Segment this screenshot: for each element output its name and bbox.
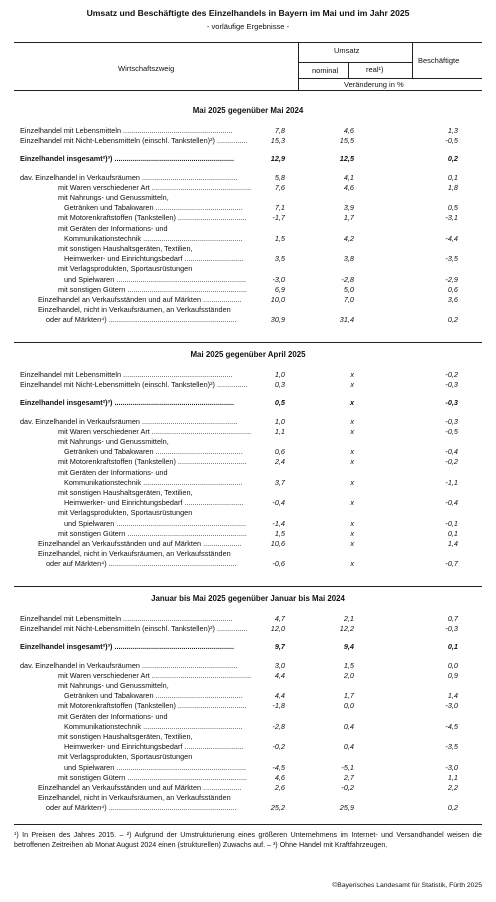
row-label: oder auf Märkten⁴) ............................................................... — [46, 803, 237, 813]
row-label: Einzelhandel, nicht in Verkaufsräumen, an Verkaufsständen — [38, 793, 231, 803]
table-row — [0, 173, 496, 183]
row-label: mit Geräten der Informations- und — [58, 467, 168, 477]
employees-cell: -0,4 — [445, 498, 458, 508]
nominal-cell: -0,6 — [272, 559, 285, 569]
nominal-cell: 6,9 — [274, 284, 285, 294]
table-row — [0, 244, 496, 254]
table-row — [0, 315, 496, 325]
header-divider-1 — [298, 42, 299, 90]
row-label: mit Nahrungs- und Genussmitteln, — [58, 681, 169, 690]
row-label: Heimwerker- und Einrichtungsbedarf ............................. — [64, 742, 244, 752]
table-row — [0, 203, 496, 213]
employees-cell: -0,2 — [445, 457, 458, 467]
table-row — [0, 254, 496, 264]
row-label: Einzelhandel insgesamt²)³) ........................................................... — [20, 398, 235, 408]
real-cell: x — [350, 426, 354, 436]
table-row — [0, 614, 496, 624]
table-row — [0, 136, 496, 146]
real-cell: 1,7 — [343, 213, 354, 223]
row-label: mit Waren verschiedener Art ................................................. — [58, 670, 252, 680]
table-row — [0, 154, 496, 164]
nominal-cell: 25,2 — [270, 803, 285, 813]
employees-cell: 0,2 — [447, 154, 458, 164]
table-row — [0, 712, 496, 722]
footnote: ¹) In Preisen des Jahres 2015. – ²) Aufgrund der Umstrukturierung eines größeren Unternehmens im Internet- und Versandhandel weisen die betroffenen Zeitreihen ab Monat August 2024 einen (strukturellen) Zuwachs auf. – ³) Ohne Handel mit Kraftfahrzeugen. — [14, 831, 482, 849]
row-label: Einzelhandel mit Lebensmitteln ...................................................... — [20, 370, 233, 379]
row-label: und Spielwaren ................................................................ — [64, 762, 247, 772]
real-cell: x — [350, 370, 354, 379]
nominal-cell: -3,0 — [272, 274, 285, 284]
employees-cell: -0,3 — [445, 380, 458, 390]
row-label: Einzelhandel mit Lebensmitteln ...................................................... — [20, 126, 233, 135]
employees-cell: 1,4 — [447, 539, 458, 548]
nominal-cell: 4,6 — [274, 772, 285, 782]
employees-cell: -3,0 — [445, 701, 458, 711]
row-label: Einzelhandel an Verkaufsständen und auf Märkten ................... — [38, 539, 242, 548]
table-row — [0, 264, 496, 274]
real-cell: 4,6 — [343, 182, 354, 192]
employees-cell: -1,1 — [445, 477, 458, 487]
header-bottom-rule — [14, 90, 482, 91]
table-row — [0, 763, 496, 773]
table-row — [0, 539, 496, 549]
row-label: dav. Einzelhandel in Verkaufsräumen ............................................... — [20, 172, 238, 182]
header-employees: Beschäftigte — [418, 56, 460, 65]
table-title: Umsatz und Beschäftigte des Einzelhandels in Bayern im Mai und im Jahr 2025 — [86, 8, 410, 18]
real-cell: x — [350, 528, 354, 538]
nominal-cell: 0,3 — [274, 380, 285, 390]
row-label: mit sonstigen Gütern ........................................................... — [58, 284, 247, 294]
table-row — [0, 370, 496, 380]
real-cell: -0,2 — [341, 783, 354, 792]
row-label: Heimwerker- und Einrichtungsbedarf ............................. — [64, 498, 244, 508]
real-cell: 31,4 — [339, 315, 354, 325]
employees-cell: -0,4 — [445, 447, 458, 457]
header-branch: Wirtschaftszweig — [118, 64, 175, 73]
table-row — [0, 783, 496, 793]
row-label: Einzelhandel an Verkaufsständen und auf Märkten ................... — [38, 783, 242, 792]
table-row — [0, 468, 496, 478]
row-label: Einzelhandel mit Nicht-Lebensmitteln (einschl. Tankstellen)²) ............... — [20, 624, 248, 634]
employees-cell: -0,3 — [445, 398, 458, 408]
nominal-cell: -0,4 — [272, 498, 285, 508]
nominal-cell: 0,5 — [274, 398, 285, 408]
real-cell: x — [350, 559, 354, 569]
row-label: mit Verlagsprodukten, Sportausrüstungen — [58, 508, 193, 518]
section-title: Januar bis Mai 2025 gegenüber Januar bis Mai 2024 — [151, 594, 345, 603]
row-label: Getränken und Tabakwaren ........................................... — [64, 691, 243, 701]
table-row — [0, 519, 496, 529]
table-subtitle: - vorläufige Ergebnisse - — [206, 22, 290, 31]
employees-cell: -0,2 — [445, 370, 458, 379]
nominal-cell: 4,4 — [274, 670, 285, 680]
nominal-cell: -1,8 — [272, 701, 285, 711]
employees-cell: -3,5 — [445, 254, 458, 264]
employees-cell: 0,1 — [447, 642, 458, 652]
row-label: mit sonstigen Haushaltsgeräten, Textilien, — [58, 244, 193, 253]
employees-cell: -0,1 — [445, 518, 458, 528]
section-rule — [14, 586, 482, 587]
table-row — [0, 498, 496, 508]
table-row — [0, 529, 496, 539]
header-divider-3 — [348, 62, 349, 78]
employees-cell: 0,5 — [447, 203, 458, 213]
nominal-cell: 2,6 — [274, 783, 285, 792]
header-real: real¹) — [366, 65, 384, 74]
nominal-cell: 4,4 — [274, 691, 285, 701]
nominal-cell: 1,0 — [274, 416, 285, 426]
nominal-cell: -2,8 — [272, 721, 285, 731]
real-cell: -2,8 — [341, 274, 354, 284]
employees-cell: -2,9 — [445, 274, 458, 284]
row-label: Einzelhandel mit Nicht-Lebensmitteln (einschl. Tankstellen)²) ............... — [20, 136, 248, 146]
nominal-cell: 10,6 — [270, 539, 285, 548]
real-cell: x — [350, 457, 354, 467]
nominal-cell: 7,6 — [274, 182, 285, 192]
section-title: Mai 2025 gegenüber April 2025 — [190, 350, 306, 359]
section-rule — [14, 342, 482, 343]
row-label: mit sonstigen Gütern ........................................................... — [58, 772, 247, 782]
real-cell: 4,1 — [343, 172, 354, 182]
employees-cell: 1,4 — [447, 691, 458, 701]
real-cell: 4,6 — [343, 126, 354, 135]
real-cell: 9,4 — [343, 642, 354, 652]
table-row — [0, 224, 496, 234]
row-label: mit Nahrungs- und Genussmitteln, — [58, 193, 169, 202]
table-row — [0, 417, 496, 427]
nominal-cell: -4,5 — [272, 762, 285, 772]
row-label: dav. Einzelhandel in Verkaufsräumen ............................................... — [20, 660, 238, 670]
row-label: oder auf Märkten⁴) ............................................................... — [46, 559, 237, 569]
header-divider-2 — [412, 42, 413, 78]
row-label: mit Nahrungs- und Genussmitteln, — [58, 437, 169, 446]
real-cell: -5,1 — [341, 762, 354, 772]
employees-cell: -4,5 — [445, 721, 458, 731]
real-cell: x — [349, 398, 354, 408]
real-cell: x — [350, 477, 354, 487]
row-label: oder auf Märkten⁴) ............................................................... — [46, 315, 237, 325]
nominal-cell: 12,9 — [270, 154, 285, 164]
nominal-cell: 10,0 — [270, 295, 285, 304]
row-label: Einzelhandel mit Nicht-Lebensmitteln (einschl. Tankstellen)²) ............... — [20, 380, 248, 390]
table-row — [0, 732, 496, 742]
row-label: Einzelhandel an Verkaufsständen und auf Märkten ................... — [38, 295, 242, 304]
table-row — [0, 285, 496, 295]
nominal-cell: -1,7 — [272, 213, 285, 223]
employees-cell: 1,3 — [447, 126, 458, 135]
employees-cell: 3,6 — [447, 295, 458, 304]
table-row — [0, 752, 496, 762]
table-row — [0, 275, 496, 285]
employees-cell: 0,2 — [447, 803, 458, 813]
nominal-cell: 1,5 — [274, 528, 285, 538]
nominal-cell: 5,8 — [274, 172, 285, 182]
row-label: mit sonstigen Gütern ........................................................... — [58, 528, 247, 538]
row-label: Kommunikationstechnik ................................................. — [64, 477, 243, 487]
nominal-cell: 7,1 — [274, 203, 285, 213]
row-label: mit Waren verschiedener Art ................................................. — [58, 426, 252, 436]
table-row — [0, 437, 496, 447]
nominal-cell: 12,0 — [270, 624, 285, 634]
real-cell: 7,0 — [343, 295, 354, 304]
row-label: Einzelhandel mit Lebensmitteln ...................................................... — [20, 614, 233, 623]
header-nominal: nominal — [312, 66, 339, 75]
table-row — [0, 624, 496, 634]
table-row — [0, 722, 496, 732]
row-label: Getränken und Tabakwaren ........................................... — [64, 203, 243, 213]
row-label: Einzelhandel insgesamt²)³) ........................................................... — [20, 642, 235, 652]
nominal-cell: 30,9 — [270, 315, 285, 325]
row-label: dav. Einzelhandel in Verkaufsräumen ............................................... — [20, 416, 238, 426]
table-row — [0, 661, 496, 671]
table-row — [0, 183, 496, 193]
row-label: mit Geräten der Informations- und — [58, 223, 168, 233]
real-cell: 4,2 — [343, 233, 354, 243]
row-label: Kommunikationstechnik ................................................. — [64, 721, 243, 731]
nominal-cell: 3,5 — [274, 254, 285, 264]
row-label: Kommunikationstechnik ................................................. — [64, 233, 243, 243]
table-row — [0, 478, 496, 488]
nominal-cell: 1,1 — [274, 426, 285, 436]
employees-cell: 0,0 — [447, 660, 458, 670]
footnote-rule — [14, 824, 482, 825]
nominal-cell: 1,5 — [274, 233, 285, 243]
row-label: mit Motorenkraftstoffen (Tankstellen) .................................. — [58, 701, 247, 711]
nominal-cell: 4,7 — [274, 614, 285, 623]
real-cell: 0,4 — [343, 742, 354, 752]
real-cell: 12,5 — [339, 154, 354, 164]
nominal-cell: 0,6 — [274, 447, 285, 457]
row-label: mit Motorenkraftstoffen (Tankstellen) .................................. — [58, 457, 247, 467]
nominal-cell: -1,4 — [272, 518, 285, 528]
real-cell: x — [350, 447, 354, 457]
row-label: Heimwerker- und Einrichtungsbedarf ............................. — [64, 254, 244, 264]
table-row — [0, 213, 496, 223]
real-cell: 3,9 — [343, 203, 354, 213]
nominal-cell: 3,0 — [274, 660, 285, 670]
table-row — [0, 398, 496, 408]
employees-cell: -0,3 — [445, 624, 458, 634]
table-row — [0, 457, 496, 467]
table-row — [0, 803, 496, 813]
real-cell: 12,2 — [339, 624, 354, 634]
employees-cell: 0,9 — [447, 670, 458, 680]
table-row — [0, 295, 496, 305]
table-row — [0, 559, 496, 569]
table-row — [0, 742, 496, 752]
table-row — [0, 549, 496, 559]
table-row — [0, 488, 496, 498]
row-label: und Spielwaren ................................................................ — [64, 518, 247, 528]
row-label: mit Verlagsprodukten, Sportausrüstungen — [58, 264, 193, 274]
table-row — [0, 126, 496, 136]
employees-cell: 0,6 — [447, 284, 458, 294]
table-row — [0, 773, 496, 783]
table-row — [0, 691, 496, 701]
section-title: Mai 2025 gegenüber Mai 2024 — [192, 106, 304, 115]
row-label: Einzelhandel, nicht in Verkaufsräumen, an Verkaufsständen — [38, 305, 231, 315]
header-umsatz-rule — [298, 62, 412, 63]
employees-cell: 2,2 — [447, 783, 458, 792]
employees-cell: 0,7 — [447, 614, 458, 623]
row-label: Einzelhandel insgesamt²)³) ........................................................... — [20, 154, 235, 164]
real-cell: 0,4 — [343, 721, 354, 731]
real-cell: 1,5 — [343, 660, 354, 670]
table-row — [0, 671, 496, 681]
table-row — [0, 234, 496, 244]
employees-cell: 0,1 — [447, 172, 458, 182]
nominal-cell: 9,7 — [274, 642, 285, 652]
employees-cell: -3,0 — [445, 762, 458, 772]
employees-cell: 0,2 — [447, 315, 458, 325]
employees-cell: -0,3 — [445, 416, 458, 426]
row-label: mit Waren verschiedener Art ................................................. — [58, 182, 252, 192]
row-label: mit sonstigen Haushaltsgeräten, Textilien, — [58, 732, 193, 741]
table-row — [0, 447, 496, 457]
real-cell: x — [350, 539, 354, 548]
real-cell: 5,0 — [343, 284, 354, 294]
copyright: ©Bayerisches Landesamt für Statistik, Fürth 2025 — [332, 882, 482, 889]
real-cell: 2,0 — [343, 670, 354, 680]
table-row — [0, 380, 496, 390]
real-cell: x — [350, 416, 354, 426]
header-umsatz: Umsatz — [334, 46, 360, 55]
employees-cell: -4,4 — [445, 233, 458, 243]
table-row — [0, 508, 496, 518]
real-cell: 25,9 — [339, 803, 354, 813]
real-cell: 15,5 — [339, 136, 354, 146]
real-cell: x — [350, 518, 354, 528]
nominal-cell: 15,3 — [270, 136, 285, 146]
real-cell: 2,7 — [343, 772, 354, 782]
row-label: mit Geräten der Informations- und — [58, 711, 168, 721]
row-label: mit Verlagsprodukten, Sportausrüstungen — [58, 752, 193, 762]
header-change: Veränderung in % — [344, 80, 404, 89]
employees-cell: 1,1 — [447, 772, 458, 782]
row-label: mit sonstigen Haushaltsgeräten, Textilien, — [58, 488, 193, 497]
table-row — [0, 642, 496, 652]
nominal-cell: 7,8 — [274, 126, 285, 135]
table-row — [0, 701, 496, 711]
row-label: und Spielwaren ................................................................ — [64, 274, 247, 284]
real-cell: 0,0 — [343, 701, 354, 711]
table-row — [0, 305, 496, 315]
real-cell: 2,1 — [343, 614, 354, 623]
nominal-cell: -0,2 — [272, 742, 285, 752]
employees-cell: -0,7 — [445, 559, 458, 569]
header-sub-rule — [298, 78, 482, 79]
employees-cell: -0,5 — [445, 426, 458, 436]
table-row — [0, 427, 496, 437]
real-cell: x — [350, 380, 354, 390]
employees-cell: -0,5 — [445, 136, 458, 146]
nominal-cell: 3,7 — [274, 477, 285, 487]
table-row — [0, 193, 496, 203]
employees-cell: -3,1 — [445, 213, 458, 223]
employees-cell: 0,1 — [447, 528, 458, 538]
nominal-cell: 1,0 — [274, 370, 285, 379]
real-cell: 1,7 — [343, 691, 354, 701]
real-cell: x — [350, 498, 354, 508]
real-cell: 3,8 — [343, 254, 354, 264]
row-label: Einzelhandel, nicht in Verkaufsräumen, an Verkaufsständen — [38, 549, 231, 559]
employees-cell: 1,8 — [447, 182, 458, 192]
table-row — [0, 793, 496, 803]
row-label: mit Motorenkraftstoffen (Tankstellen) .................................. — [58, 213, 247, 223]
nominal-cell: 2,4 — [274, 457, 285, 467]
row-label: Getränken und Tabakwaren ........................................... — [64, 447, 243, 457]
employees-cell: -3,5 — [445, 742, 458, 752]
table-row — [0, 681, 496, 691]
